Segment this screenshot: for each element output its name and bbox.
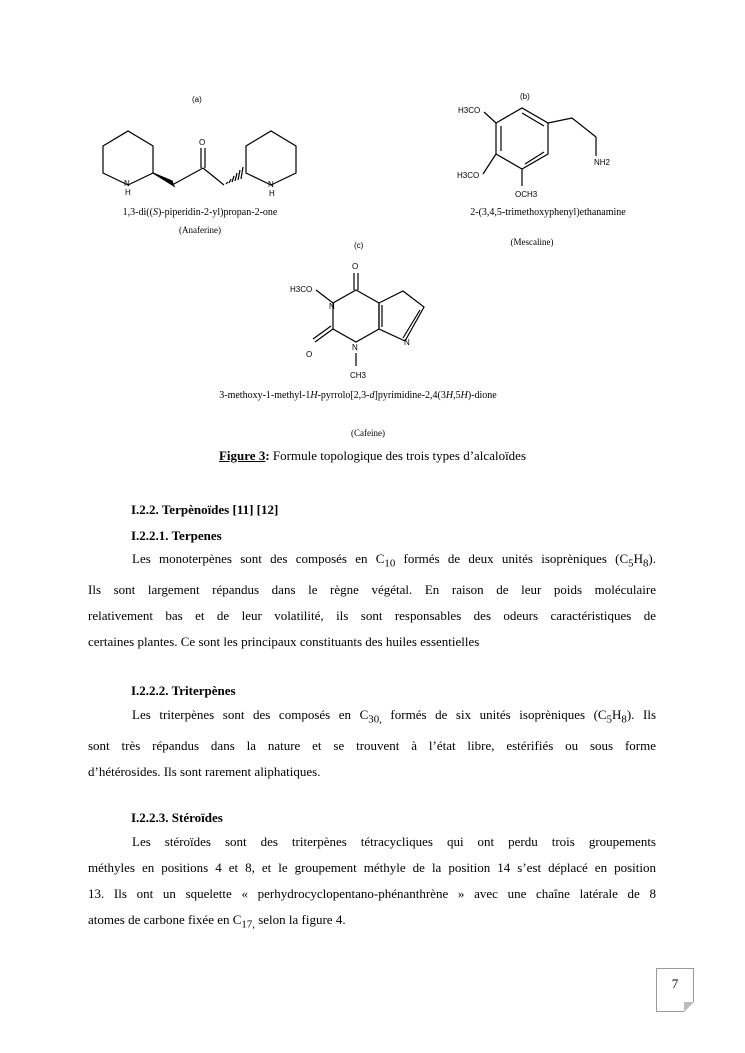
atom-n1: N [352, 343, 358, 352]
name-mescaline: 2-(3,4,5-trimethoxyphenyl)ethanamine [470, 207, 626, 218]
paragraph-line: 13. Ils ont un squelette « perhydrocyclopentano-phénanthrène » avec une chaîne latérale de 8 [88, 886, 656, 901]
heading-steroides: I.2.2.3. Stéroïdes [131, 810, 223, 825]
molecule-cafeine [219, 241, 497, 438]
substituent-h3co-bottom: H3CO [457, 171, 480, 180]
name-anaferine: 1,3-di((S)-piperidin-2-yl)propan-2-one [122, 207, 278, 218]
heading-terpenoides: I.2.2. Terpènoïdes [11] [12] [131, 502, 279, 517]
substituent-nh2: NH2 [594, 158, 611, 167]
atom-o-top: O [352, 262, 359, 271]
paragraph-line: Les stéroïdes sont des triterpènes tétracycliques qui ont perdu trois groupements [132, 834, 656, 849]
atom-n3: N [329, 302, 335, 311]
molecule-mescaline [457, 92, 626, 247]
atom-n-left: N [124, 179, 130, 188]
atom-n7: N [404, 338, 410, 347]
name-cafeine: 3-methoxy-1-methyl-1H-pyrrolo[2,3-d]pyrimidine-2,4(3H,5H)-dione [219, 390, 497, 401]
figure-caption-colon: : [265, 448, 270, 463]
paragraph-steroides [88, 829, 656, 938]
figure-3 [0, 0, 745, 440]
paragraph-line: relativement bas et de leur volatilité, ils sont responsables des odeurs caractéristiques de [88, 607, 656, 623]
figure-caption-text: Formule topologique des trois types d’alcaloïdes [269, 448, 527, 463]
heading-terpenes: I.2.2.1. Terpenes [131, 528, 222, 543]
figure-caption-label: Figure 3 [218, 448, 266, 463]
common-name-anaferine: (Anaferine) [179, 225, 221, 235]
paragraph-line: méthyles en positions 4 et 8, et le groupement méthyle de la position 14 s’est déplacé en position [88, 860, 656, 875]
substituent-h3co-top: H3CO [458, 106, 481, 115]
atom-h-right: H [269, 189, 275, 198]
paragraph-line: Les monoterpènes sont des composés en $C_{10}$ formés de deux unités isoprèniques $(C_5H_8)$. [132, 551, 656, 570]
substituent-ch3: CH3 [350, 371, 367, 380]
common-name-mescaline: (Mescaline) [510, 237, 554, 247]
page-number: 7 [656, 968, 694, 1012]
substituent-och3: OCH3 [515, 190, 538, 199]
paragraph-terpenes [88, 546, 656, 655]
atom-o-left: O [306, 350, 313, 359]
atom-n-right: N [268, 180, 274, 189]
label-c: (c) [354, 241, 364, 250]
paragraph-line: d’hétérosides. Ils sont rarement aliphatiques. [88, 763, 321, 779]
label-b: (b) [520, 92, 530, 101]
substituent-h3co-cafeine: H3CO [290, 285, 313, 294]
paragraph-line: sont très répandus dans la nature et se trouvent à l’état libre, estérifiés ou sous forme [88, 737, 656, 753]
paragraph-line: Les triterpènes sont des composés en $C_{30,}$ formés de six unités isoprèniques $(C_5H_8)$. Ils [132, 707, 656, 726]
paragraph-triterpenes [88, 702, 656, 785]
paragraph-line: atomes de carbone fixée en $C_{17,}$ selon la figure 4. [88, 912, 346, 931]
label-a: (a) [192, 95, 202, 104]
common-name-cafeine: (Cafeine) [351, 428, 385, 438]
paragraph-line: certaines plantes. Ce sont les principaux constituants des huiles essentielles [88, 633, 480, 649]
figure-caption [0, 448, 745, 464]
atom-h-left: H [125, 188, 131, 197]
paragraph-line: Ils sont largement répandus dans le règne végétal. En raison de leur poids moléculaire [88, 581, 656, 597]
atom-o-carbonyl: O [199, 138, 206, 147]
molecule-anaferine [103, 95, 296, 235]
heading-triterpenes: I.2.2.2. Triterpènes [131, 683, 236, 698]
